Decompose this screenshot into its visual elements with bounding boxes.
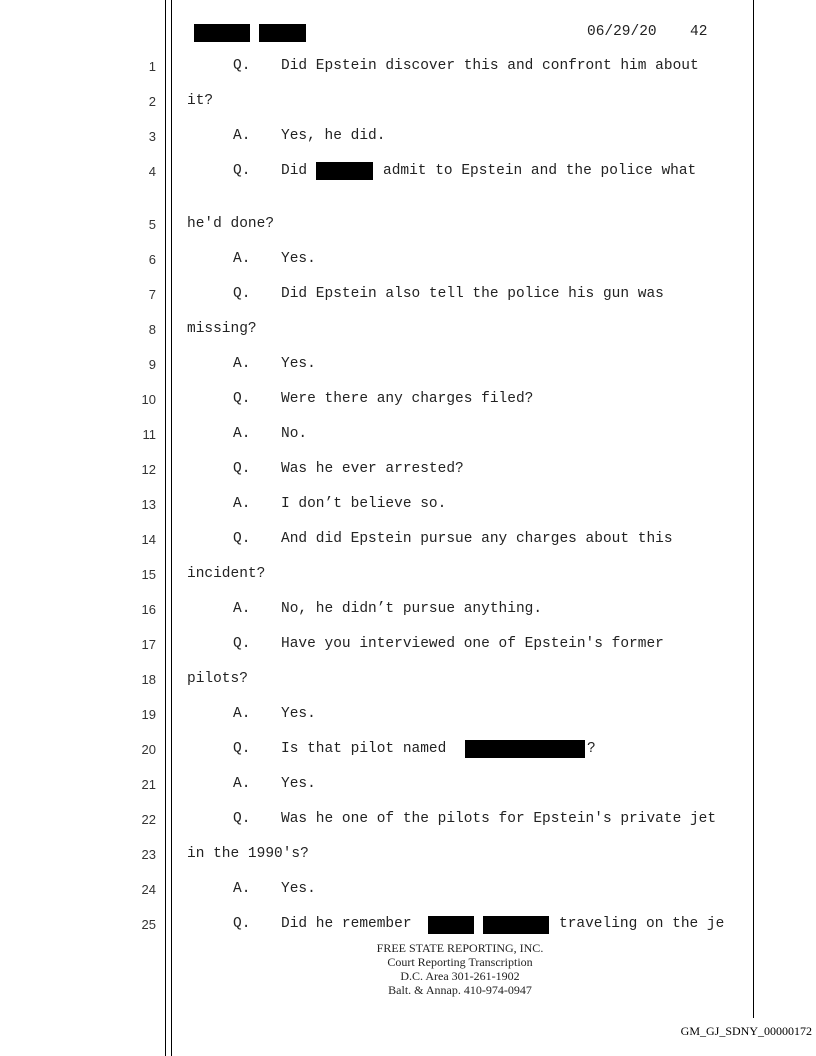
speaker-prefix: Q.	[233, 636, 251, 652]
redaction-block	[428, 916, 474, 934]
speaker-prefix: Q.	[233, 391, 251, 407]
line-text: Yes.	[281, 881, 316, 897]
line-text: ?	[587, 741, 596, 757]
line-text: Was he ever arrested?	[281, 461, 464, 477]
line-text: And did Epstein pursue any charges about this	[281, 531, 673, 547]
line-text: missing?	[187, 321, 257, 337]
line-text: Is that pilot named	[281, 741, 447, 757]
speaker-prefix: Q.	[233, 286, 251, 302]
speaker-prefix: Q.	[233, 916, 251, 932]
line-number: 7	[148, 287, 156, 302]
speaker-prefix: Q.	[233, 531, 251, 547]
header-date: 06/29/20	[587, 24, 657, 40]
speaker-prefix: A.	[233, 496, 251, 512]
line-number: 23	[141, 847, 156, 862]
footer-balt-phone: Balt. & Annap. 410-974-0947	[388, 983, 532, 997]
line-number: 21	[141, 777, 156, 792]
redaction-block	[316, 162, 373, 180]
line-number: 1	[148, 59, 156, 74]
line-text: traveling on the je	[559, 916, 725, 932]
line-number: 25	[141, 917, 156, 932]
line-number: 15	[141, 567, 156, 582]
speaker-prefix: Q.	[233, 58, 251, 74]
left-margin-rule-1	[165, 0, 166, 1056]
redaction-block	[465, 740, 585, 758]
speaker-prefix: A.	[233, 881, 251, 897]
line-text: he'd done?	[187, 216, 275, 232]
line-number: 24	[141, 882, 156, 897]
line-text: Did	[281, 163, 308, 179]
line-text: it?	[187, 93, 214, 109]
left-margin-rule-2	[171, 0, 172, 1056]
line-text: Yes.	[281, 251, 316, 267]
speaker-prefix: A.	[233, 356, 251, 372]
line-number: 6	[148, 252, 156, 267]
line-text: Did he remember	[281, 916, 412, 932]
bates-number: GM_GJ_SDNY_00000172	[680, 1024, 812, 1038]
line-number: 9	[148, 357, 156, 372]
line-number: 16	[141, 602, 156, 617]
right-margin-rule	[753, 0, 754, 1018]
speaker-prefix: Q.	[233, 811, 251, 827]
speaker-prefix: A.	[233, 706, 251, 722]
line-text: No.	[281, 426, 308, 442]
line-number: 5	[148, 217, 156, 232]
line-number: 4	[148, 164, 156, 179]
line-text: incident?	[187, 566, 266, 582]
line-text: Were there any charges filed?	[281, 391, 534, 407]
speaker-prefix: A.	[233, 426, 251, 442]
line-number: 2	[148, 94, 156, 109]
line-text: Yes.	[281, 776, 316, 792]
speaker-prefix: A.	[233, 128, 251, 144]
line-number: 12	[141, 462, 156, 477]
line-text: Have you interviewed one of Epstein's former	[281, 636, 664, 652]
line-number: 3	[148, 129, 156, 144]
line-text: Yes.	[281, 706, 316, 722]
line-number: 13	[141, 497, 156, 512]
speaker-prefix: Q.	[233, 741, 251, 757]
line-text: Yes, he did.	[281, 128, 386, 144]
line-text: pilots?	[187, 671, 248, 687]
line-number: 11	[142, 427, 156, 442]
line-text: admit to Epstein and the police what	[383, 163, 697, 179]
line-text: I don’t believe so.	[281, 496, 447, 512]
line-number: 17	[141, 637, 156, 652]
line-text: in the 1990's?	[187, 846, 309, 862]
line-number: 14	[141, 532, 156, 547]
footer-dc-phone: D.C. Area 301-261-1902	[400, 969, 520, 983]
line-number: 22	[141, 812, 156, 827]
speaker-prefix: A.	[233, 251, 251, 267]
speaker-prefix: A.	[233, 776, 251, 792]
redaction-block	[483, 916, 549, 934]
speaker-prefix: Q.	[233, 461, 251, 477]
footer-reporter-info	[300, 941, 620, 997]
footer-company: FREE STATE REPORTING, INC.	[376, 941, 544, 955]
header-redaction-2	[259, 24, 306, 42]
line-number: 20	[141, 742, 156, 757]
line-text: Was he one of the pilots for Epstein's private jet	[281, 811, 717, 827]
speaker-prefix: A.	[233, 601, 251, 617]
footer-services: Court Reporting Transcription	[387, 955, 533, 969]
line-number: 8	[148, 322, 156, 337]
header-page-number: 42	[690, 24, 708, 40]
line-text: Yes.	[281, 356, 316, 372]
speaker-prefix: Q.	[233, 163, 251, 179]
line-text: No, he didn’t pursue anything.	[281, 601, 543, 617]
line-number: 18	[141, 672, 156, 687]
line-text: Did Epstein also tell the police his gun was	[281, 286, 664, 302]
line-text: Did Epstein discover this and confront him about	[281, 58, 699, 74]
line-number: 19	[141, 707, 156, 722]
line-number: 10	[141, 392, 156, 407]
header-redaction-1	[194, 24, 250, 42]
